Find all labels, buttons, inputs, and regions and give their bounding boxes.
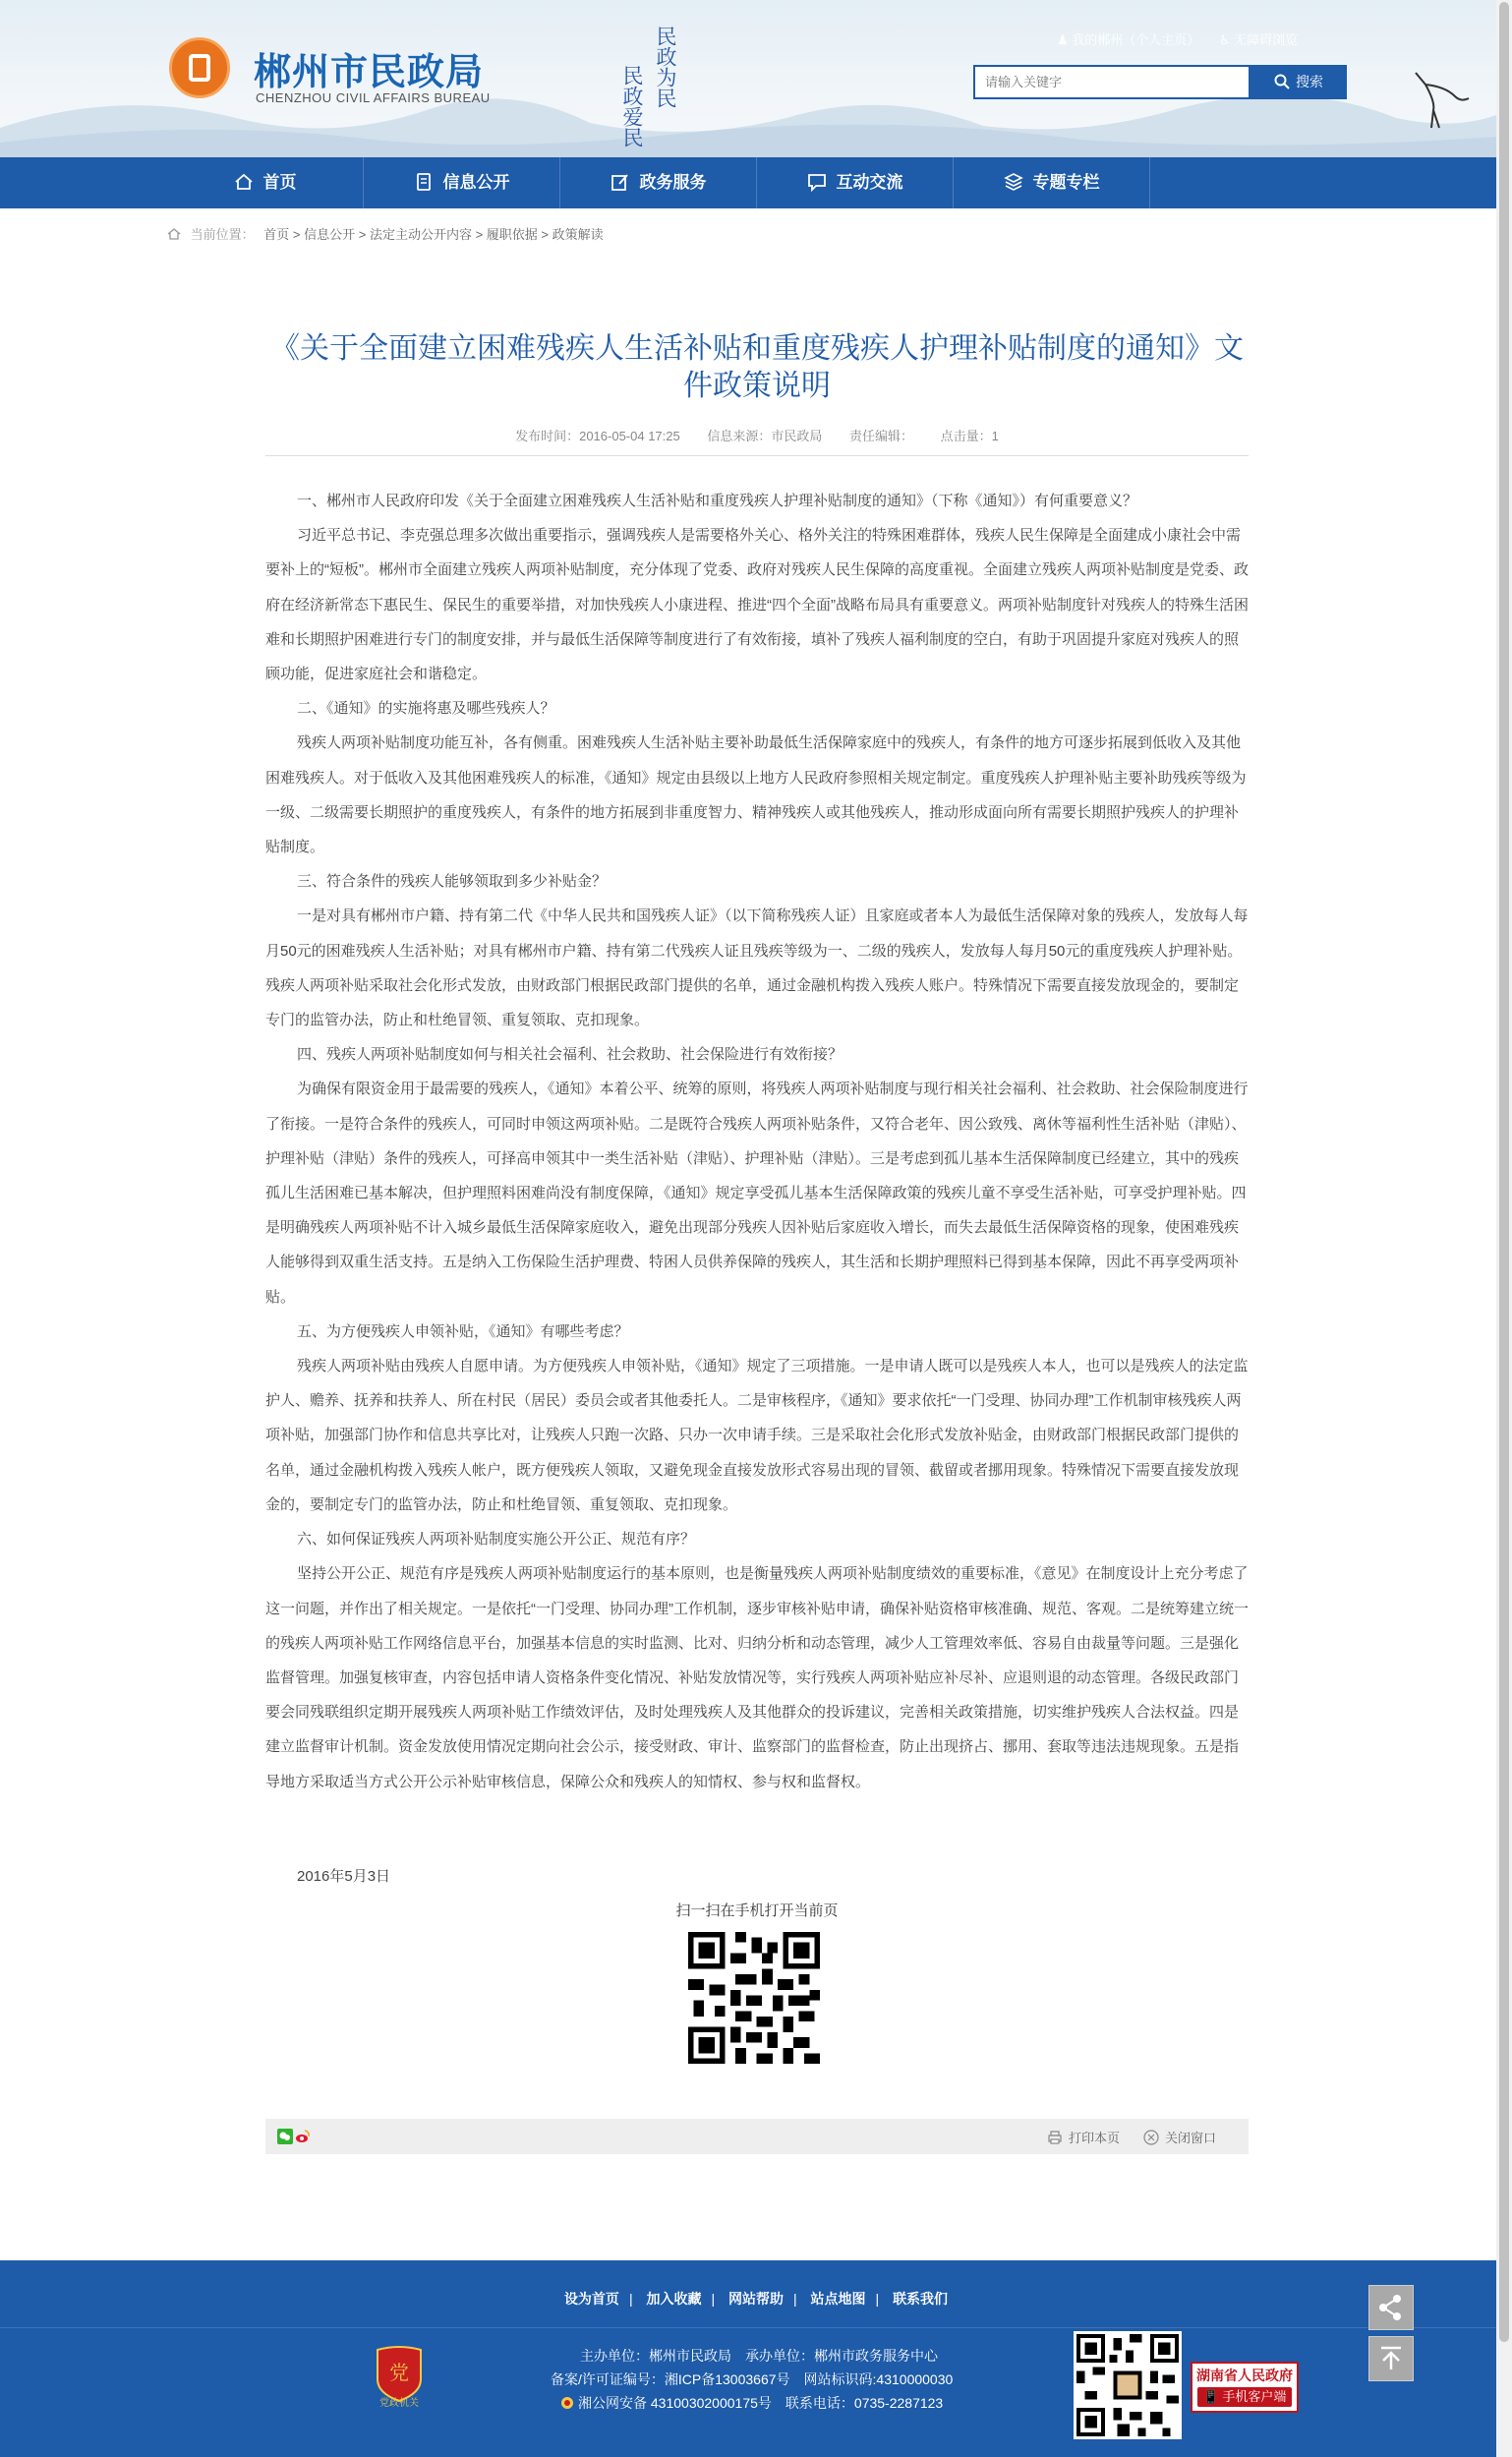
share-bar	[265, 2119, 1249, 2154]
paragraph: 为确保有限资金用于最需要的残疾人，《通知》本着公平、统筹的原则，将残疾人两项补贴制度与现行相关社会福利、社会救助、社会保险制度进行了衔接。一是符合条件的残疾人，可同时申领这两项补贴。二是既符合残疾人两项补贴条件，又符合老年、因公致残、离休等福利性生活补贴（津贴）、护理补贴（津贴）条件的残疾人，可择高申领其中一类生活补贴（津贴）、护理补贴（津贴）。三是考虑到孤儿基本生活保障制度已经建立，其中的残疾孤儿生活困难已基本解决，但护理照料困难尚没有制度保障，《通知》规定享受孤儿基本生活保障政策的残疾儿童不享受生活补贴，可享受护理补贴。四是明确残疾人两项补贴不计入城乡最低生活保障家庭收入，避免出现部分残疾人因补贴后家庭收入增长，而失去最低生活保障资格的现象，使困难残疾人能够得到双重生活支持。五是纳入工伤保险生活护理费、特困人员供养保障的残疾人，其生活和长期护理照料已得到基本保障，因此不再享受两项补贴。	[265, 1081, 1249, 1306]
main-nav	[0, 157, 1512, 208]
click-count: 点击量：1	[940, 429, 999, 443]
footer	[0, 2260, 1512, 2457]
home-icon	[167, 227, 181, 241]
wechat-icon[interactable]	[277, 2129, 293, 2144]
slogan-calligraphy	[611, 20, 680, 157]
footer-link-sitemap[interactable]: 站点地图	[810, 2291, 866, 2307]
user-link-text: 我的郴州（个人主页）	[1072, 32, 1200, 47]
printer-icon	[1047, 2130, 1063, 2145]
crane-icon	[1406, 63, 1475, 132]
nav-topics-label: 专题专栏	[1032, 173, 1100, 192]
footer-link-contact[interactable]: 联系我们	[893, 2291, 949, 2307]
paragraph: 残疾人两项补贴制度功能互补，各有侧重。困难残疾人生活补贴主要补助最低生活保障家庭中的残疾人，有条件的地方可逐步拓展到低收入及其他困难残疾人。对于低收入及其他困难残疾人的标准，《通知》规定由县级以上地方人民政府参照相关规定制定。重度残疾人护理补贴主要补助残疾等级为一级、二级需要长期照护的重度残疾人，有条件的地方拓展到非重度智力、精神残疾人或其他残疾人，推动形成面向所有需要长期照护残疾人的护理补贴制度。	[265, 734, 1247, 856]
share-icon	[1369, 2286, 1413, 2329]
print-button[interactable]	[1047, 2128, 1120, 2146]
search-button[interactable]	[1250, 65, 1347, 99]
paragraph: 三、符合条件的残疾人能够领取到多少补贴金？	[297, 873, 608, 891]
close-window-button[interactable]	[1143, 2128, 1216, 2146]
divider	[265, 455, 1249, 456]
nav-services-label: 政务服务	[639, 173, 707, 192]
close-label: 关闭窗口	[1165, 2131, 1217, 2145]
user-link[interactable]: ♟ 我的郴州（个人主页）	[1057, 32, 1200, 47]
document-icon	[414, 172, 434, 192]
site-code: 网站标识码:4310000030	[803, 2371, 954, 2387]
nav-home[interactable]	[167, 157, 364, 208]
page-qr-code	[688, 1932, 820, 2064]
police-record[interactable]: 湘公网安备 43100302000175号	[578, 2395, 772, 2411]
editor: 责任编辑：	[849, 429, 914, 443]
article-body	[265, 484, 1249, 1799]
party-gov-emblem[interactable]	[374, 2346, 425, 2409]
site-name-en: CHENZHOU CIVIL AFFAIRS BUREAU	[256, 90, 491, 105]
accessibility-link[interactable]: ♿ 无障碍浏览	[1218, 32, 1299, 47]
paragraph: 一是对具有郴州市户籍、持有第二代《中华人民共和国残疾人证》（以下简称残疾人证）且家庭或者本人为最低生活保障对象的残疾人，发放每人每月50元的困难残疾人生活补贴；对具有郴州市户籍、持有第二代残疾人证且残疾等级为一、二级的残疾人，发放每人每月50元的重度残疾人护理补贴。残疾人两项补贴采取社会化形式发放，由财政部门根据民政部门提供的名单，通过金融机构拨入残疾人账户。特殊情况下需要直接发放现金的，要制定专门的监管办法，防止和杜绝冒领、重复领取、克扣现象。	[265, 907, 1249, 1029]
article-title: 《关于全面建立困难残疾人生活补贴和重度残疾人护理补贴制度的通知》文件政策说明	[270, 331, 1244, 403]
print-label: 打印本页	[1069, 2131, 1121, 2145]
nav-info-label: 信息公开	[442, 173, 510, 192]
footer-link-favorite[interactable]: 加入收藏	[646, 2291, 702, 2307]
site-name: 郴州市民政局	[254, 52, 485, 93]
nav-home-label: 首页	[262, 173, 297, 192]
breadcrumb-info[interactable]: 信息公开	[304, 227, 356, 242]
hunan-gov-subtitle: 📱 手机客户端	[1197, 2387, 1292, 2407]
paragraph: 二、《通知》的实施将惠及哪些残疾人？	[297, 700, 555, 718]
slogan-left: 民政爱民	[620, 65, 644, 147]
home-icon	[234, 172, 254, 192]
breadcrumb-policy[interactable]: 政策解读	[552, 227, 604, 242]
icp-number[interactable]: 备案/许可证编号：湘ICP备13003667号	[551, 2371, 790, 2387]
arrow-up-icon	[1369, 2337, 1413, 2380]
footer-info	[551, 2344, 966, 2415]
chat-icon	[807, 172, 827, 192]
breadcrumb-home[interactable]: 首页	[263, 227, 290, 242]
layers-icon	[1004, 172, 1023, 192]
footer-links: 设为首页 | 加入收藏 | 网站帮助 | 站点地图 | 联系我们	[563, 2291, 949, 2307]
nav-gov-services[interactable]	[560, 157, 757, 208]
publish-time: 发布时间：2016-05-04 17:25	[515, 429, 680, 443]
hunan-gov-app-badge[interactable]	[1191, 2362, 1299, 2413]
page-scrollbar[interactable]	[1496, 0, 1512, 2457]
search-button-label: 搜索	[1296, 74, 1323, 89]
article-meta	[265, 426, 1249, 444]
police-badge-icon	[560, 2396, 574, 2410]
sponsor: 主办单位：郴州市民政局	[580, 2348, 731, 2364]
footer-link-homepage[interactable]: 设为首页	[563, 2291, 619, 2307]
back-to-top-button[interactable]	[1368, 2336, 1414, 2381]
svg-text:党: 党	[389, 2361, 409, 2384]
info-source: 信息来源：市民政局	[707, 429, 823, 443]
search-box	[973, 65, 1250, 99]
paragraph: 习近平总书记、李克强总理多次做出重要指示，强调残疾人是需要格外关心、格外关注的特殊困难群体，残疾人民生保障是全面建成小康社会中需要补上的“短板”。郴州市全面建立残疾人两项补贴制度，充分体现了党委、政府对残疾人民生保障的高度重视。全面建立残疾人两项补贴制度是党委、政府在经济新常态下惠民生、保民生的重要举措，对加快残疾人小康进程、推进“四个全面”战略布局具有重要意义。两项补贴制度针对残疾人的特殊生活困难和长期照护困难进行专门的制度安排，并与最低生活保障等制度进行了有效衔接，填补了残疾人福利制度的空白，有助于巩固提升家庭对残疾人的照顾功能，促进家庭社会和谐稳定。	[265, 527, 1249, 683]
accessibility-link-text: 无障碍浏览	[1234, 32, 1299, 47]
paragraph: 五、为方便残疾人申领补贴，《通知》有哪些考虑？	[297, 1322, 629, 1340]
emblem-text: 党政机关	[379, 2398, 419, 2409]
top-links	[1057, 29, 1313, 48]
weibo-icon[interactable]	[295, 2129, 311, 2144]
undertaker: 承办单位：郴州市政务服务中心	[745, 2348, 938, 2364]
breadcrumb-public[interactable]: 法定主动公开内容	[369, 227, 472, 242]
scan-hint: 扫一扫在手机打开当前页	[675, 1902, 839, 1919]
paragraph: 残疾人两项补贴由残疾人自愿申请。为方便残疾人申领补贴，《通知》规定了三项措施。一是申请人既可以是残疾人本人，也可以是残疾人的法定监护人、赡养、抚养和扶养人、所在村民（居民）委员会或者其他委托人。二是审核程序，《通知》要求依托“一门受理、协同办理”工作机制审核残疾人两项补贴，加强部门协作和信息共享比对，让残疾人只跑一次路、只办一次申请手续。三是采取社会化形式发放补贴金，由财政部门根据民政部门提供的名单，通过金融机构拨入残疾人帐户，既方便残疾人领取，又避免现金直接发放形式容易出现的冒领、截留或者挪用现象。特殊情况下需要直接发放现金的，要制定专门的监管办法，防止和杜绝冒领、重复领取、克扣现象。	[265, 1358, 1249, 1513]
search-icon	[1274, 74, 1290, 89]
header-banner	[0, 0, 1512, 157]
nav-interaction[interactable]	[757, 157, 954, 208]
hunan-gov-subtitle-text: 手机客户端	[1222, 2389, 1287, 2404]
nav-topics[interactable]	[954, 157, 1150, 208]
breadcrumb-duty[interactable]: 履职依据	[486, 227, 538, 242]
site-logo[interactable]	[169, 37, 230, 98]
article-date: 2016年5月3日	[297, 1868, 391, 1885]
footer-qr-code	[1074, 2331, 1182, 2439]
footer-divider	[0, 2327, 1512, 2328]
nav-interaction-label: 互动交流	[836, 173, 903, 192]
search-input[interactable]	[975, 67, 1249, 97]
edit-icon	[611, 172, 630, 192]
paragraph: 六、如何保证残疾人两项补贴制度实施公开公正、规范有序？	[297, 1531, 696, 1549]
contact-phone: 联系电话：0735-2287123	[785, 2395, 944, 2411]
paragraph: 一、郴州市人民政府印发《关于全面建立困难残疾人生活补贴和重度残疾人护理补贴制度的通知》（下称《通知》）有何重要意义？	[297, 493, 1138, 509]
breadcrumb-label: 当前位置：	[190, 227, 255, 242]
footer-link-help[interactable]: 网站帮助	[728, 2291, 784, 2307]
nav-info-disclosure[interactable]	[364, 157, 560, 208]
breadcrumb: 当前位置： 首页 > 信息公开 > 法定主动公开内容 > 履职依据 > 政策解读	[167, 224, 604, 243]
paragraph: 坚持公开公正、规范有序是残疾人两项补贴制度运行的基本原则，也是衡量残疾人两项补贴制度绩效的重要标准，《意见》在制度设计上充分考虑了这一问题，并作出了相关规定。一是依托“一门受理、协同办理”工作机制，逐步审核补贴申请，确保补贴资格审核准确、规范、客观。二是统筹建立统一的残疾人两项补贴工作网络信息平台，加强基本信息的实时监测、比对、归纳分析和动态管理，减少人工管理效率低、容易自由裁量等问题。三是强化监督管理。加强复核审查，内容包括申请人资格条件变化情况、补贴发放情况等，实行残疾人两项补贴应补尽补、应退则退的动态管理。各级民政部门要会同残联组织定期开展残疾人两项补贴工作绩效评估，及时处理残疾人及其他群众的投诉建议，完善相关政策措施，切实维护残疾人合法权益。四是建立监督审计机制。资金发放使用情况定期向社会公示，接受财政、审计、监察部门的监督检查，防止出现挤占、挪用、套取等违法违规现象。五是指导地方采取适当方式公开公示补贴审核信息，保障公众和残疾人的知情权、参与权和监督权。	[265, 1565, 1249, 1790]
hunan-gov-title: 湖南省人民政府	[1196, 2368, 1293, 2383]
slogan-right: 民政为民	[654, 26, 677, 108]
share-float-button[interactable]	[1368, 2285, 1414, 2330]
scrollbar-thumb[interactable]	[1499, 2, 1509, 2342]
paragraph: 四、残疾人两项补贴制度如何与相关社会福利、社会救助、社会保险进行有效衔接？	[297, 1046, 843, 1064]
close-icon	[1143, 2130, 1159, 2145]
